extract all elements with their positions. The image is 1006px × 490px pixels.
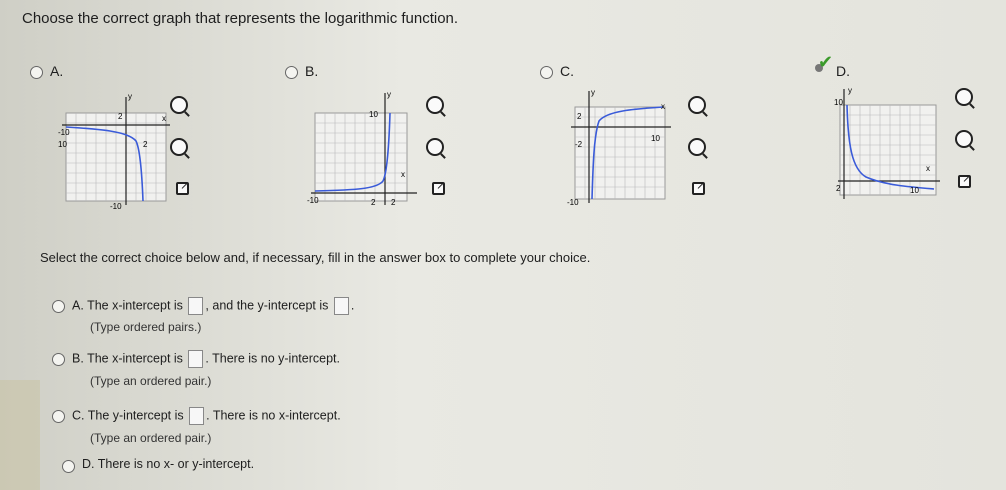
- graph-a-xlabel: x: [162, 114, 166, 123]
- graph-b-tick: 2: [391, 198, 396, 207]
- graph-b-ylabel: y: [387, 90, 391, 99]
- choice-b-x-intercept-input[interactable]: [188, 350, 203, 368]
- graph-a-ylabel: y: [128, 92, 132, 101]
- question-prompt: Choose the correct graph that represents the logarithmic function.: [22, 10, 459, 27]
- choice-b-text-2: . There is no y-intercept.: [205, 351, 340, 366]
- graph-d-xlabel: x: [926, 164, 930, 173]
- graph-c-open-external-icon[interactable]: [692, 182, 705, 195]
- graph-b-tick: 2: [371, 198, 376, 207]
- x-intercept-input[interactable]: [188, 297, 203, 315]
- left-edge-shade: [0, 380, 40, 490]
- graph-a-label: A.: [50, 63, 64, 79]
- choice-c-letter: C.: [72, 408, 85, 423]
- graph-c-tick: -10: [567, 198, 579, 207]
- choice-a-line: [72, 297, 354, 315]
- graph-c-tick: -2: [575, 140, 583, 149]
- graph-b-radio[interactable]: [285, 66, 298, 79]
- graph-a-zoom-in-icon[interactable]: [170, 96, 188, 114]
- graph-c-ylabel: y: [591, 88, 595, 97]
- graph-a-plot: [58, 85, 178, 215]
- graph-b-plot: [305, 85, 425, 215]
- graph-b-label: B.: [305, 63, 319, 79]
- graph-a-tick: -10: [58, 128, 70, 137]
- graph-b-zoom-in-icon[interactable]: [426, 96, 444, 114]
- graph-b-xlabel: x: [401, 170, 405, 179]
- graph-b-zoom-out-icon[interactable]: [426, 138, 444, 156]
- choice-a-text-1: The x-intercept is: [87, 298, 183, 313]
- graph-d-tick: 2: [836, 184, 841, 193]
- choice-c-text-1: The y-intercept is: [87, 408, 184, 423]
- instruction-text: Select the correct choice below and, if necessary, fill in the answer box to complete your choice.: [40, 250, 591, 265]
- choice-a-text-3: .: [350, 298, 355, 313]
- choice-d-line: [82, 457, 254, 471]
- graph-c: [563, 85, 683, 215]
- graph-c-tick: 2: [577, 112, 582, 121]
- choice-b-letter: B.: [72, 351, 84, 366]
- graph-a-tick: 10: [58, 140, 67, 149]
- choice-b-hint: (Type an ordered pair.): [90, 374, 212, 388]
- graph-a-zoom-out-icon[interactable]: [170, 138, 188, 156]
- graph-a: [58, 85, 178, 215]
- graph-d-tick: 10: [910, 186, 919, 195]
- graph-d-zoom-out-icon[interactable]: [955, 130, 973, 148]
- graph-d-plot: [830, 85, 950, 215]
- graph-d: [830, 85, 950, 215]
- choice-b-line: [72, 350, 340, 368]
- graph-a-tick: 2: [143, 140, 148, 149]
- graph-a-tick: 2: [118, 112, 123, 121]
- choice-a-hint: (Type ordered pairs.): [90, 320, 202, 334]
- y-intercept-input[interactable]: [334, 297, 349, 315]
- choice-b-radio[interactable]: [52, 353, 65, 366]
- choice-c-line: [72, 407, 341, 425]
- graph-a-tick: -10: [110, 202, 122, 211]
- graph-c-tick: 10: [651, 134, 660, 143]
- choice-d-text: There is no x- or y-intercept.: [97, 457, 255, 471]
- check-icon: ✔: [818, 52, 834, 72]
- choice-b-text-1: The x-intercept is: [87, 351, 183, 366]
- choice-a-text-2: , and the y-intercept is: [205, 298, 329, 313]
- choice-a-radio[interactable]: [52, 300, 65, 313]
- graph-b-tick: 10: [369, 110, 378, 119]
- graph-a-radio[interactable]: [30, 66, 43, 79]
- graph-d-open-external-icon[interactable]: [958, 175, 971, 188]
- graph-c-plot: [563, 85, 683, 215]
- choice-c-radio[interactable]: [52, 410, 65, 423]
- choice-a-letter: A.: [72, 298, 84, 313]
- graph-c-zoom-in-icon[interactable]: [688, 96, 706, 114]
- graph-d-zoom-in-icon[interactable]: [955, 88, 973, 106]
- graph-d-tick: 10: [834, 98, 843, 107]
- graph-c-zoom-out-icon[interactable]: [688, 138, 706, 156]
- graph-b-open-external-icon[interactable]: [432, 182, 445, 195]
- graph-a-open-external-icon[interactable]: [176, 182, 189, 195]
- choice-c-y-intercept-input[interactable]: [189, 407, 204, 425]
- graph-c-xlabel: x: [661, 102, 665, 111]
- choice-d-radio[interactable]: [62, 460, 75, 473]
- graph-c-radio[interactable]: [540, 66, 553, 79]
- choice-c-text-2: . There is no x-intercept.: [206, 408, 341, 423]
- graph-d-label: D.: [836, 63, 850, 79]
- graph-d-ylabel: y: [848, 86, 852, 95]
- graph-b-tick: -10: [307, 196, 319, 205]
- choice-c-hint: (Type an ordered pair.): [90, 431, 212, 445]
- graph-b: [305, 85, 425, 215]
- choice-d-letter: D.: [82, 457, 95, 471]
- graph-c-label: C.: [560, 63, 574, 79]
